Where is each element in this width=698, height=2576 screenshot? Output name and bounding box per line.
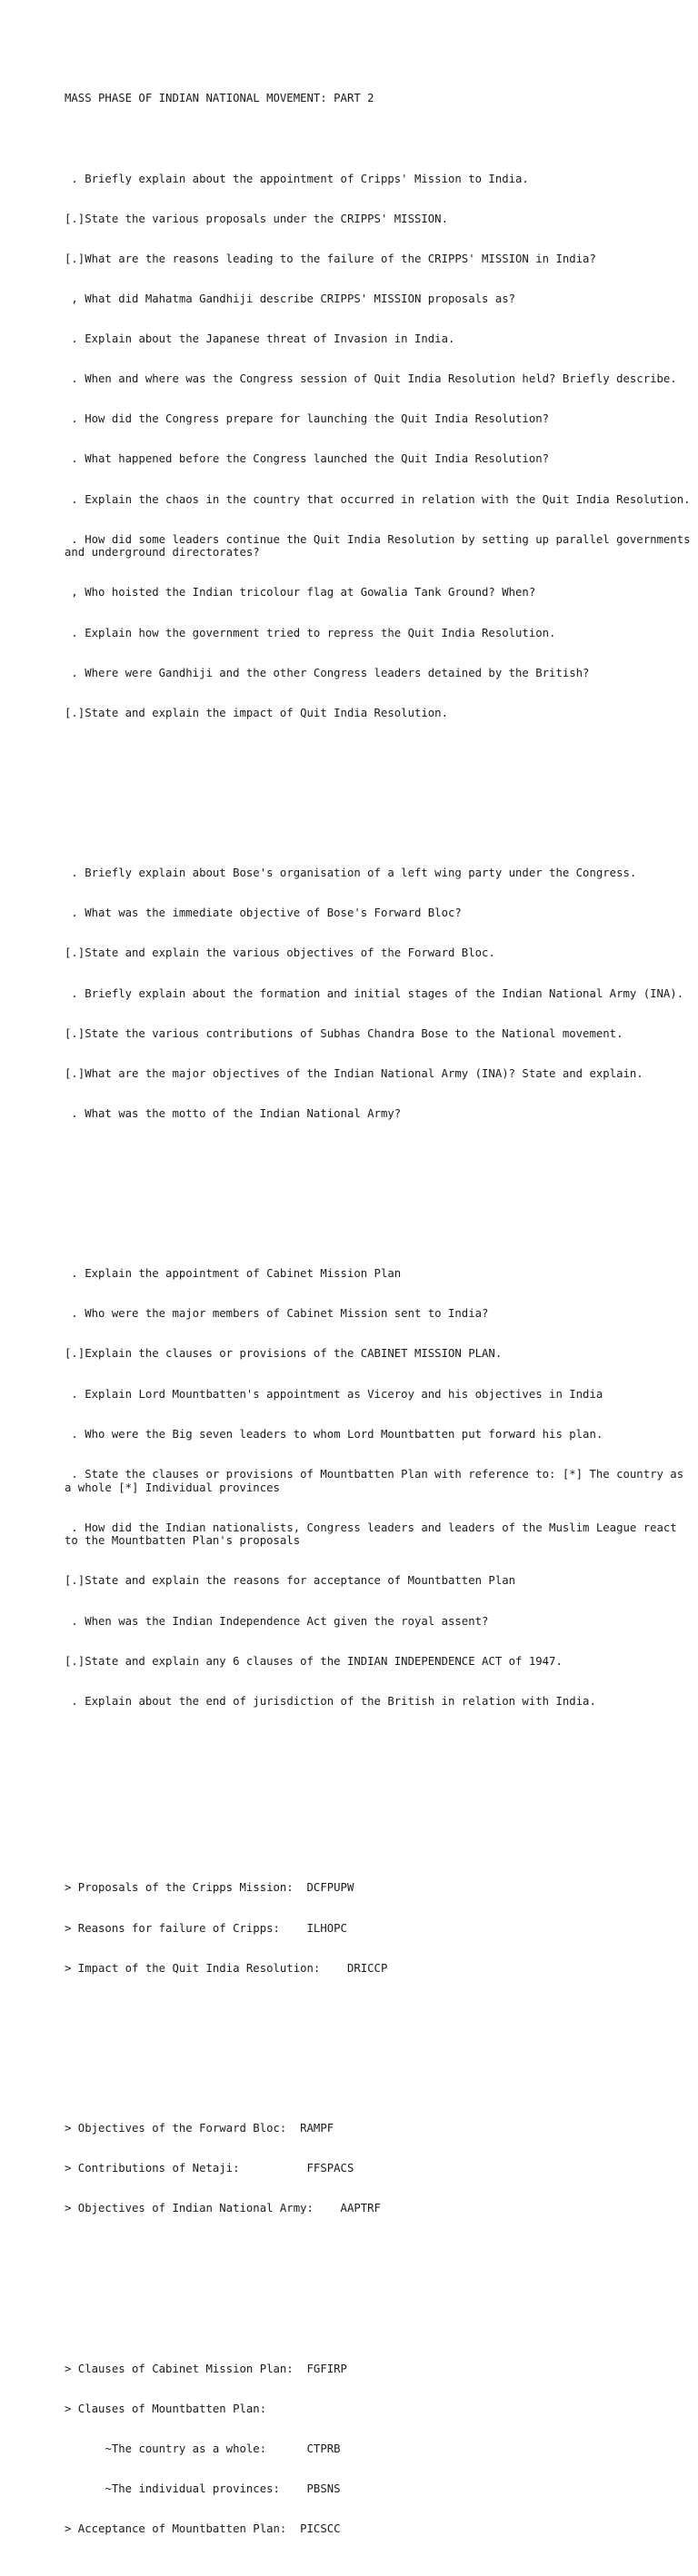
question-line: [.]What are the major objectives of the Indian National Army (INA)? State and explain.	[65, 1066, 643, 1080]
question-line: [.]State and explain the reasons for acceptance of Mountbatten Plan	[65, 1574, 516, 1588]
mnemonics-cabinet-mountbatten	[65, 2335, 692, 2562]
question-line: . How did some leaders continue the Quit India Resolution by setting up parallel governments and underground directorates?	[65, 532, 697, 560]
question-line: , What did Mahatma Gandhiji describe CRIPPS' MISSION proposals as?	[65, 292, 516, 305]
question-line: [.]State the various contributions of Subhas Chandra Bose to the National movement.	[65, 1026, 623, 1040]
question-line: . Where were Gandhiji and the other Congress leaders detained by the British?	[65, 666, 590, 679]
question-line: [.]State and explain the various objectives of the Forward Bloc.	[65, 946, 495, 960]
spacer	[65, 2283, 692, 2296]
question-line: . How did the Indian nationalists, Congress leaders and leaders of the Muslim League react to the Mountbatten Plan's proposals	[65, 1521, 684, 1548]
spacer	[65, 2042, 692, 2056]
question-line: . Explain the appointment of Cabinet Mission Plan	[65, 1267, 402, 1281]
question-line: [.]What are the reasons leading to the failure of the CRIPPS' MISSION in India?	[65, 252, 596, 265]
question-line: . What was the motto of the Indian National Army?	[65, 1106, 402, 1120]
mnemonics-forward-bloc	[65, 2095, 692, 2243]
question-line: . Briefly explain about Bose's organisation of a left wing party under the Congress.	[65, 867, 637, 880]
question-line: [.]State and explain any 6 clauses of the INDIAN INDEPENDENCE ACT of 1947.	[65, 1654, 563, 1668]
question-line: . Explain about the end of jurisdiction of the British in relation with India.	[65, 1694, 596, 1708]
question-line: . Explain the chaos in the country that occurred in relation with the Quit India Resolution.	[65, 492, 691, 506]
question-line: , Who hoisted the Indian tricolour flag at Gowalia Tank Ground? When?	[65, 586, 536, 599]
spacer	[65, 787, 692, 800]
section-quit-india	[65, 145, 697, 747]
question-line: . Briefly explain about the appointment of Cripps' Mission to India.	[65, 172, 529, 185]
question-line: . When and where was the Congress session of Quit India Resolution held? Briefly describe.	[65, 372, 677, 386]
question-line: [.]State the various proposals under the CRIPPS' MISSION.	[65, 212, 448, 225]
mnemonic-line: ~The individual provinces: PBSNS	[65, 2482, 341, 2496]
spacer	[65, 1775, 692, 1815]
question-line: . Who were the major members of Cabinet Mission sent to India?	[65, 1307, 489, 1321]
question-line: . What happened before the Congress launched the Quit India Resolution?	[65, 452, 550, 466]
document-title: MASS PHASE OF INDIAN NATIONAL MOVEMENT: PART 2	[65, 92, 374, 105]
question-line: . Explain about the Japanese threat of Invasion in India.	[65, 332, 455, 346]
question-line: . Briefly explain about the formation and initial stages of the Indian National Army (INA).	[65, 986, 684, 1000]
question-line: [.]State and explain the impact of Quit India Resolution.	[65, 706, 448, 719]
document-body	[65, 65, 697, 2576]
question-line: . State the clauses or provisions of Mountbatten Plan with reference to: [*] The country as a whole [*] Individual provinces	[65, 1467, 691, 1494]
mnemonic-line: > Acceptance of Mountbatten Plan: PICSCC	[65, 2522, 341, 2536]
mnemonic-line: > Objectives of the Forward Bloc: RAMPF	[65, 2122, 334, 2135]
question-line: . Explain Lord Mountbatten's appointment as Viceroy and his objectives in India	[65, 1387, 603, 1401]
mnemonic-line: > Proposals of the Cripps Mission: DCFPUPW	[65, 1881, 354, 1895]
mnemonics-cripps	[65, 1855, 692, 2002]
mnemonic-line: > Contributions of Netaji: FFSPACS	[65, 2162, 354, 2175]
spacer	[65, 1187, 692, 1201]
question-line: . How did the Congress prepare for launching the Quit India Resolution?	[65, 412, 550, 426]
mnemonic-line: > Reasons for failure of Cripps: ILHOPC	[65, 1921, 347, 1935]
section-bose-ina	[65, 840, 692, 1147]
mnemonic-line: ~The country as a whole: CTPRB	[65, 2442, 341, 2455]
question-line: [.]Explain the clauses or provisions of the CABINET MISSION PLAN.	[65, 1347, 503, 1361]
question-line: . Explain how the government tried to repress the Quit India Resolution.	[65, 626, 556, 639]
mnemonic-line: > Objectives of Indian National Army: AAPTRF	[65, 2202, 381, 2215]
mnemonic-line: > Clauses of Mountbatten Plan:	[65, 2402, 267, 2415]
mnemonic-line: > Impact of the Quit India Resolution: DRICCP	[65, 1961, 388, 1975]
question-line: . When was the Indian Independence Act given the royal assent?	[65, 1614, 489, 1628]
question-line: . Who were the Big seven leaders to whom Lord Mountbatten put forward his plan.	[65, 1427, 603, 1441]
section-cabinet-mountbatten	[65, 1241, 692, 1735]
question-line: . What was the immediate objective of Bose's Forward Bloc?	[65, 907, 462, 920]
mnemonic-line: > Clauses of Cabinet Mission Plan: FGFIRP	[65, 2362, 347, 2375]
